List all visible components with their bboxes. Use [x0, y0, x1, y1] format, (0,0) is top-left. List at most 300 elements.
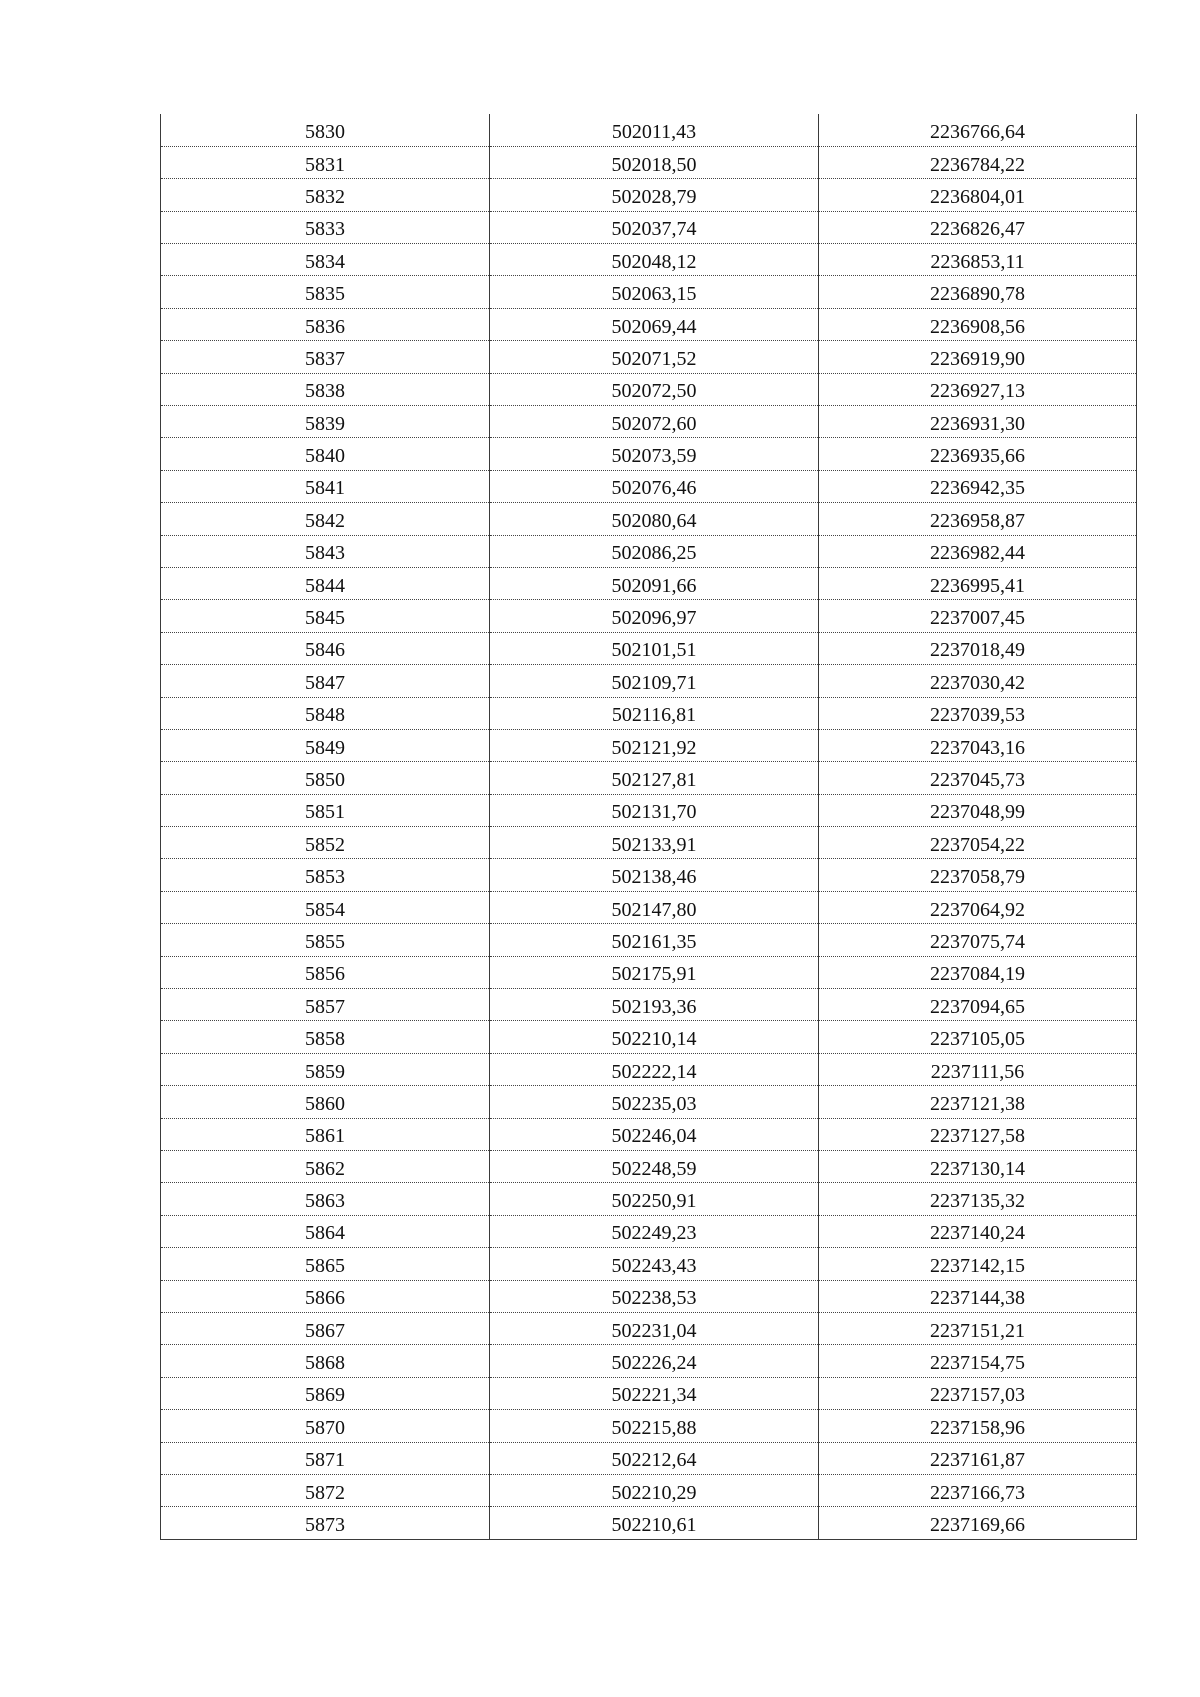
point-number-cell — [161, 535, 490, 567]
table-row — [161, 1410, 1137, 1442]
point-number-text: 5839 — [305, 412, 345, 435]
table-row — [161, 1021, 1137, 1053]
point-number-cell — [161, 665, 490, 697]
y-coordinate-cell — [819, 827, 1137, 859]
x-coordinate-cell — [490, 114, 819, 146]
x-coordinate-text: 502222,14 — [611, 1060, 697, 1083]
point-number-cell — [161, 1118, 490, 1150]
x-coordinate-cell — [490, 729, 819, 761]
y-coordinate-cell — [819, 632, 1137, 664]
y-coordinate-text: 2237064,92 — [930, 898, 1025, 921]
x-coordinate-cell — [490, 1280, 819, 1312]
table-row — [161, 1215, 1137, 1247]
x-coordinate-cell — [490, 1410, 819, 1442]
point-number-cell — [161, 989, 490, 1021]
x-coordinate-text: 502072,60 — [611, 412, 697, 435]
point-number-cell — [161, 1280, 490, 1312]
y-coordinate-cell — [819, 535, 1137, 567]
x-coordinate-cell — [490, 1215, 819, 1247]
table-row — [161, 308, 1137, 340]
point-number-cell — [161, 503, 490, 535]
y-coordinate-cell — [819, 924, 1137, 956]
x-coordinate-cell — [490, 179, 819, 211]
table-row — [161, 1312, 1137, 1344]
point-number-cell — [161, 114, 490, 146]
y-coordinate-cell — [819, 1442, 1137, 1474]
x-coordinate-text: 502226,24 — [611, 1352, 697, 1375]
y-coordinate-text: 2236982,44 — [930, 542, 1025, 565]
y-coordinate-cell — [819, 276, 1137, 308]
y-coordinate-text: 2237039,53 — [930, 704, 1025, 727]
x-coordinate-text: 502243,43 — [611, 1254, 697, 1277]
y-coordinate-text: 2236826,47 — [930, 218, 1025, 241]
x-coordinate-text: 502072,50 — [611, 380, 697, 403]
y-coordinate-text: 2237054,22 — [930, 833, 1025, 856]
point-number-cell — [161, 600, 490, 632]
table-row — [161, 729, 1137, 761]
y-coordinate-text: 2237151,21 — [930, 1319, 1025, 1342]
x-coordinate-cell — [490, 373, 819, 405]
x-coordinate-cell — [490, 1086, 819, 1118]
x-coordinate-text: 502133,91 — [611, 833, 697, 856]
x-coordinate-cell — [490, 1021, 819, 1053]
x-coordinate-cell — [490, 1183, 819, 1215]
point-number-text: 5852 — [305, 833, 345, 856]
point-number-cell — [161, 211, 490, 243]
point-number-cell — [161, 1442, 490, 1474]
y-coordinate-cell — [819, 1345, 1137, 1377]
table-row — [161, 1248, 1137, 1280]
y-coordinate-text: 2236919,90 — [930, 347, 1025, 370]
point-number-text: 5849 — [305, 736, 345, 759]
x-coordinate-text: 502071,52 — [611, 347, 697, 370]
point-number-text: 5858 — [305, 1028, 345, 1051]
point-number-text: 5872 — [305, 1481, 345, 1504]
x-coordinate-cell — [490, 956, 819, 988]
point-number-text: 5857 — [305, 995, 345, 1018]
table-row — [161, 1183, 1137, 1215]
table-row — [161, 924, 1137, 956]
y-coordinate-text: 2236908,56 — [930, 315, 1025, 338]
x-coordinate-cell — [490, 406, 819, 438]
x-coordinate-text: 502215,88 — [611, 1416, 697, 1439]
x-coordinate-cell — [490, 1474, 819, 1506]
point-number-cell — [161, 1215, 490, 1247]
y-coordinate-cell — [819, 567, 1137, 599]
point-number-text: 5851 — [305, 801, 345, 824]
point-number-text: 5831 — [305, 153, 345, 176]
coordinate-table-body — [161, 114, 1137, 1539]
table-row — [161, 1151, 1137, 1183]
table-row — [161, 762, 1137, 794]
x-coordinate-cell — [490, 341, 819, 373]
y-coordinate-text: 2236995,41 — [930, 574, 1025, 597]
y-coordinate-cell — [819, 600, 1137, 632]
x-coordinate-text: 502127,81 — [611, 769, 697, 791]
x-coordinate-text: 502096,97 — [611, 607, 697, 630]
x-coordinate-text: 502138,46 — [611, 866, 697, 889]
point-number-cell — [161, 1053, 490, 1085]
y-coordinate-text: 2237030,42 — [930, 671, 1025, 694]
x-coordinate-text: 502212,64 — [611, 1449, 697, 1472]
point-number-text: 5843 — [305, 542, 345, 565]
point-number-cell — [161, 567, 490, 599]
table-row — [161, 697, 1137, 729]
y-coordinate-text: 2236942,35 — [930, 477, 1025, 500]
point-number-text: 5868 — [305, 1352, 345, 1375]
y-coordinate-text: 2237094,65 — [930, 995, 1025, 1018]
point-number-text: 5873 — [305, 1513, 345, 1536]
x-coordinate-cell — [490, 146, 819, 178]
point-number-text: 5855 — [305, 930, 345, 953]
table-row — [161, 146, 1137, 178]
table-row — [161, 1086, 1137, 1118]
point-number-text: 5869 — [305, 1384, 345, 1407]
y-coordinate-text: 2237111,56 — [930, 1060, 1025, 1083]
point-number-text: 5854 — [305, 898, 345, 921]
x-coordinate-text: 502121,92 — [611, 736, 697, 759]
x-coordinate-text: 502250,91 — [611, 1190, 697, 1213]
x-coordinate-cell — [490, 1118, 819, 1150]
y-coordinate-cell — [819, 1507, 1137, 1539]
x-coordinate-cell — [490, 567, 819, 599]
point-number-text: 5863 — [305, 1190, 345, 1213]
x-coordinate-cell — [490, 438, 819, 470]
point-number-text: 5830 — [305, 120, 345, 143]
coordinate-table — [160, 114, 1137, 1540]
y-coordinate-text: 2236804,01 — [930, 185, 1025, 208]
x-coordinate-text: 502109,71 — [611, 671, 697, 694]
x-coordinate-cell — [490, 891, 819, 923]
point-number-cell — [161, 924, 490, 956]
y-coordinate-text: 2237130,14 — [930, 1157, 1025, 1180]
point-number-cell — [161, 1474, 490, 1506]
x-coordinate-text: 502069,44 — [611, 315, 697, 338]
point-number-text: 5845 — [305, 607, 345, 630]
x-coordinate-cell — [490, 470, 819, 502]
y-coordinate-cell — [819, 729, 1137, 761]
point-number-text: 5871 — [305, 1449, 345, 1472]
table-row — [161, 891, 1137, 923]
y-coordinate-cell — [819, 1215, 1137, 1247]
point-number-cell — [161, 308, 490, 340]
y-coordinate-text: 2236958,87 — [930, 509, 1025, 532]
point-number-cell — [161, 1377, 490, 1409]
y-coordinate-text: 2237161,87 — [930, 1449, 1025, 1472]
y-coordinate-cell — [819, 1183, 1137, 1215]
y-coordinate-text: 2237166,73 — [930, 1481, 1025, 1504]
y-coordinate-cell — [819, 1312, 1137, 1344]
y-coordinate-cell — [819, 859, 1137, 891]
y-coordinate-cell — [819, 438, 1137, 470]
table-row — [161, 406, 1137, 438]
y-coordinate-text: 2237144,38 — [930, 1287, 1025, 1310]
x-coordinate-text: 502175,91 — [611, 963, 697, 986]
point-number-cell — [161, 470, 490, 502]
table-row — [161, 1377, 1137, 1409]
table-row — [161, 470, 1137, 502]
x-coordinate-text: 502048,12 — [611, 250, 697, 273]
point-number-cell — [161, 438, 490, 470]
point-number-cell — [161, 179, 490, 211]
x-coordinate-cell — [490, 211, 819, 243]
point-number-text: 5860 — [305, 1092, 345, 1115]
y-coordinate-cell — [819, 665, 1137, 697]
y-coordinate-text: 2237142,15 — [930, 1254, 1025, 1277]
point-number-text: 5836 — [305, 315, 345, 338]
point-number-cell — [161, 1507, 490, 1539]
table-row — [161, 179, 1137, 211]
point-number-text: 5842 — [305, 509, 345, 532]
table-row — [161, 341, 1137, 373]
point-number-text: 5835 — [305, 283, 345, 306]
point-number-text: 5850 — [305, 769, 345, 791]
point-number-cell — [161, 406, 490, 438]
y-coordinate-text: 2236935,66 — [930, 445, 1025, 468]
table-row — [161, 567, 1137, 599]
x-coordinate-cell — [490, 1053, 819, 1085]
x-coordinate-cell — [490, 794, 819, 826]
x-coordinate-text: 502210,61 — [611, 1513, 697, 1536]
x-coordinate-cell — [490, 308, 819, 340]
y-coordinate-text: 2237045,73 — [930, 769, 1025, 791]
table-row — [161, 438, 1137, 470]
point-number-cell — [161, 373, 490, 405]
y-coordinate-text: 2236927,13 — [930, 380, 1025, 403]
y-coordinate-cell — [819, 1053, 1137, 1085]
y-coordinate-text: 2237135,32 — [930, 1190, 1025, 1213]
y-coordinate-cell — [819, 179, 1137, 211]
point-number-cell — [161, 1086, 490, 1118]
x-coordinate-text: 502235,03 — [611, 1092, 697, 1115]
x-coordinate-text: 502116,81 — [611, 704, 697, 727]
y-coordinate-cell — [819, 1248, 1137, 1280]
point-number-text: 5861 — [305, 1125, 345, 1148]
point-number-text: 5853 — [305, 866, 345, 889]
y-coordinate-cell — [819, 1377, 1137, 1409]
table-row — [161, 1053, 1137, 1085]
x-coordinate-text: 502246,04 — [611, 1125, 697, 1148]
y-coordinate-text: 2237084,19 — [930, 963, 1025, 986]
table-row — [161, 373, 1137, 405]
y-coordinate-cell — [819, 1410, 1137, 1442]
y-coordinate-text: 2237075,74 — [930, 930, 1025, 953]
table-row — [161, 600, 1137, 632]
y-coordinate-cell — [819, 244, 1137, 276]
x-coordinate-text: 502011,43 — [611, 120, 697, 143]
x-coordinate-cell — [490, 827, 819, 859]
table-row — [161, 632, 1137, 664]
point-number-text: 5840 — [305, 445, 345, 468]
point-number-cell — [161, 827, 490, 859]
x-coordinate-text: 502086,25 — [611, 542, 697, 565]
y-coordinate-text: 2236766,64 — [930, 120, 1025, 143]
y-coordinate-cell — [819, 1021, 1137, 1053]
point-number-text: 5864 — [305, 1222, 345, 1245]
y-coordinate-text: 2237157,03 — [930, 1384, 1025, 1407]
x-coordinate-cell — [490, 1312, 819, 1344]
point-number-text: 5837 — [305, 347, 345, 370]
x-coordinate-cell — [490, 1377, 819, 1409]
x-coordinate-text: 502028,79 — [611, 185, 697, 208]
table-row — [161, 859, 1137, 891]
point-number-cell — [161, 1248, 490, 1280]
x-coordinate-text: 502073,59 — [611, 445, 697, 468]
point-number-cell — [161, 1410, 490, 1442]
x-coordinate-cell — [490, 1248, 819, 1280]
point-number-cell — [161, 794, 490, 826]
point-number-cell — [161, 1312, 490, 1344]
y-coordinate-text: 2236931,30 — [930, 412, 1025, 435]
y-coordinate-cell — [819, 1151, 1137, 1183]
x-coordinate-cell — [490, 535, 819, 567]
x-coordinate-text: 502037,74 — [611, 218, 697, 241]
x-coordinate-text: 502091,66 — [611, 574, 697, 597]
x-coordinate-text: 502238,53 — [611, 1287, 697, 1310]
point-number-text: 5838 — [305, 380, 345, 403]
y-coordinate-cell — [819, 114, 1137, 146]
point-number-text: 5856 — [305, 963, 345, 986]
x-coordinate-text: 502193,36 — [611, 995, 697, 1018]
x-coordinate-text: 502101,51 — [611, 639, 697, 662]
y-coordinate-text: 2237121,38 — [930, 1092, 1025, 1115]
point-number-cell — [161, 1345, 490, 1377]
table-row — [161, 1280, 1137, 1312]
point-number-cell — [161, 341, 490, 373]
point-number-text: 5867 — [305, 1319, 345, 1342]
y-coordinate-text: 2237043,16 — [930, 736, 1025, 759]
point-number-text: 5832 — [305, 185, 345, 208]
table-row — [161, 535, 1137, 567]
y-coordinate-cell — [819, 146, 1137, 178]
point-number-text: 5846 — [305, 639, 345, 662]
point-number-cell — [161, 729, 490, 761]
y-coordinate-cell — [819, 762, 1137, 794]
x-coordinate-cell — [490, 244, 819, 276]
y-coordinate-text: 2237154,75 — [930, 1352, 1025, 1375]
x-coordinate-text: 502210,14 — [611, 1028, 697, 1051]
y-coordinate-text: 2236853,11 — [930, 250, 1025, 273]
table-row — [161, 665, 1137, 697]
x-coordinate-text: 502210,29 — [611, 1481, 697, 1504]
x-coordinate-cell — [490, 276, 819, 308]
y-coordinate-text: 2237058,79 — [930, 866, 1025, 889]
x-coordinate-cell — [490, 762, 819, 794]
table-row — [161, 1345, 1137, 1377]
point-number-cell — [161, 146, 490, 178]
x-coordinate-text: 502076,46 — [611, 477, 697, 500]
point-number-cell — [161, 762, 490, 794]
x-coordinate-cell — [490, 924, 819, 956]
x-coordinate-text: 502161,35 — [611, 930, 697, 953]
table-row — [161, 1507, 1137, 1539]
y-coordinate-cell — [819, 794, 1137, 826]
x-coordinate-cell — [490, 989, 819, 1021]
x-coordinate-text: 502063,15 — [611, 283, 697, 306]
point-number-cell — [161, 1151, 490, 1183]
point-number-text: 5847 — [305, 671, 345, 694]
y-coordinate-text: 2237048,99 — [930, 801, 1025, 824]
y-coordinate-cell — [819, 697, 1137, 729]
y-coordinate-text: 2236784,22 — [930, 153, 1025, 176]
table-row — [161, 794, 1137, 826]
point-number-text: 5865 — [305, 1254, 345, 1277]
x-coordinate-cell — [490, 1442, 819, 1474]
y-coordinate-cell — [819, 406, 1137, 438]
table-row — [161, 1474, 1137, 1506]
point-number-cell — [161, 1183, 490, 1215]
point-number-text: 5844 — [305, 574, 345, 597]
point-number-text: 5859 — [305, 1060, 345, 1083]
x-coordinate-text: 502131,70 — [611, 801, 697, 824]
x-coordinate-text: 502248,59 — [611, 1157, 697, 1180]
table-row — [161, 114, 1137, 146]
x-coordinate-cell — [490, 503, 819, 535]
table-row — [161, 956, 1137, 988]
y-coordinate-text: 2237158,96 — [930, 1416, 1025, 1439]
y-coordinate-text: 2236890,78 — [930, 283, 1025, 306]
y-coordinate-cell — [819, 956, 1137, 988]
x-coordinate-text: 502080,64 — [611, 509, 697, 532]
table-row — [161, 827, 1137, 859]
point-number-text: 5866 — [305, 1287, 345, 1310]
y-coordinate-cell — [819, 1280, 1137, 1312]
x-coordinate-text: 502147,80 — [611, 898, 697, 921]
y-coordinate-cell — [819, 989, 1137, 1021]
x-coordinate-cell — [490, 665, 819, 697]
table-row — [161, 276, 1137, 308]
x-coordinate-cell — [490, 632, 819, 664]
table-row — [161, 211, 1137, 243]
x-coordinate-text: 502221,34 — [611, 1384, 697, 1407]
y-coordinate-cell — [819, 891, 1137, 923]
y-coordinate-cell — [819, 308, 1137, 340]
point-number-text: 5834 — [305, 250, 345, 273]
table-row — [161, 503, 1137, 535]
x-coordinate-cell — [490, 697, 819, 729]
y-coordinate-cell — [819, 341, 1137, 373]
point-number-text: 5848 — [305, 704, 345, 727]
y-coordinate-cell — [819, 503, 1137, 535]
point-number-cell — [161, 956, 490, 988]
point-number-text: 5870 — [305, 1416, 345, 1439]
y-coordinate-text: 2237105,05 — [930, 1028, 1025, 1051]
point-number-cell — [161, 1021, 490, 1053]
y-coordinate-text: 2237169,66 — [930, 1513, 1025, 1536]
y-coordinate-cell — [819, 211, 1137, 243]
point-number-cell — [161, 697, 490, 729]
y-coordinate-cell — [819, 373, 1137, 405]
y-coordinate-text: 2237140,24 — [930, 1222, 1025, 1245]
x-coordinate-cell — [490, 1151, 819, 1183]
x-coordinate-cell — [490, 859, 819, 891]
y-coordinate-cell — [819, 1086, 1137, 1118]
table-row — [161, 244, 1137, 276]
point-number-cell — [161, 244, 490, 276]
y-coordinate-cell — [819, 470, 1137, 502]
point-number-cell — [161, 276, 490, 308]
point-number-text: 5833 — [305, 218, 345, 241]
table-row — [161, 1118, 1137, 1150]
x-coordinate-cell — [490, 1507, 819, 1539]
table-row — [161, 1442, 1137, 1474]
point-number-text: 5862 — [305, 1157, 345, 1180]
y-coordinate-text: 2237007,45 — [930, 607, 1025, 630]
y-coordinate-text: 2237018,49 — [930, 639, 1025, 662]
y-coordinate-cell — [819, 1474, 1137, 1506]
point-number-cell — [161, 859, 490, 891]
point-number-cell — [161, 891, 490, 923]
